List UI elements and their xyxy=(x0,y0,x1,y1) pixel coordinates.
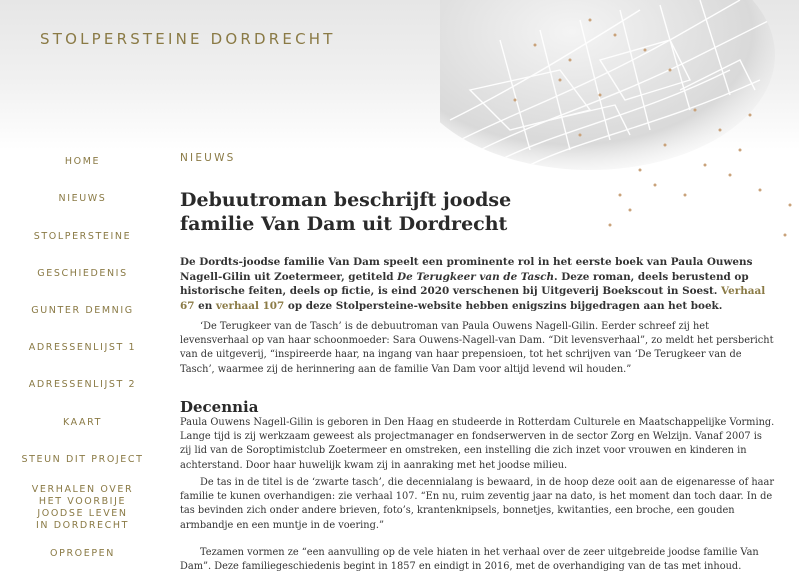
nav-gunter-demnig[interactable]: GUNTER DEMNIG xyxy=(31,305,134,316)
nav-oproepen[interactable]: OPROEPEN xyxy=(50,548,115,559)
nav-adressenlijst-2[interactable]: ADRESSENLIJST 2 xyxy=(28,379,137,390)
headline-line-1: Debuutroman beschrijft joodse xyxy=(180,189,512,211)
nav-verhalen-line-2[interactable]: HET VOORBIJE xyxy=(38,496,127,507)
paragraph-2: Paula Ouwens Nagell-Gilin is geboren in Den Haag en studeerde in Rotterdam Culturele en Maatschappelijke Vorming. Lange tijd is zij werkzaam geweest als projectmanager en fondserwerven in de sector Zorg en Welzijn. Vanaf 2007 is zij lid van de Soroptimistclub Zoetermeer en omstreken, een instelling die zich inzet voor vrouwen en kinderen in achterstand. Door haar huwelijk kwam zij in aanraking met het joodse milieu. xyxy=(180,417,775,471)
nav-geschiedenis[interactable]: GESCHIEDENIS xyxy=(37,268,128,279)
link-verhaal-67[interactable]: Verhaal 67 xyxy=(180,285,766,312)
article-intro xyxy=(180,255,776,313)
headline-line-2: familie Van Dam uit Dordrecht xyxy=(180,213,508,235)
paragraph-4: Tezamen vormen ze “een aanvulling op de vele hiaten in het verhaal over de zeer uitgebreide joodse familie Van Dam”. Deze familiegeschiedenis begint in 1857 en eindigt in 2016, met de overhandiging van de tas met inhoud. xyxy=(180,547,759,573)
paragraph-3: De tas in de titel is de ‘zwarte tasch’, die decennialang is bewaard, in de hoop deze ooit aan de eigenaresse of haar familie te kunen overhandigen: zie verhaal 107. “En nu, ruim zeventig jaar na dato, is het moment dan toch daar. In de tas bevinden zich onder andere brieven, foto’s, krantenknipsels, bonnetjes, kwitanties, een broche, een gouden armbandje en een muntje in de voering.” xyxy=(180,477,774,531)
subheading-decennia: Decennia xyxy=(180,398,259,416)
nav-verhalen-line-1[interactable]: VERHALEN OVER xyxy=(31,484,134,495)
nav-verhalen-line-3[interactable]: JOODSE LEVEN xyxy=(37,508,128,519)
intro-text-1: De Dordts-joodse familie Van Dam speelt een prominente rol in het eerste boek van Paula Ouwens Nagell-Gilin uit Zoetermeer, getiteld xyxy=(180,256,753,283)
intro-text-2: . Deze roman, deels berustend op historische feiten, deels op fictie, is eind 2020 verschenen bij Uitgeverij Boekscout in Soest. xyxy=(180,270,749,297)
site-title[interactable]: STOLPERSTEINE DORDRECHT xyxy=(40,30,336,48)
nav-adressenlijst-1[interactable]: ADRESSENLIJST 1 xyxy=(28,342,137,353)
nav-steun-dit-project[interactable]: STEUN DIT PROJECT xyxy=(21,454,144,465)
nav-home[interactable]: HOME xyxy=(64,156,101,167)
intro-text-3: en xyxy=(194,299,216,312)
book-title: De Terugkeer van de Tasch xyxy=(397,270,555,283)
link-verhaal-107[interactable]: verhaal 107 xyxy=(215,299,285,312)
nav-verhalen-line-4[interactable]: IN DORDRECHT xyxy=(35,520,130,531)
paragraph-1: ‘De Terugkeer van de Tasch’ is de debuutroman van Paula Ouwens Nagell-Gilin. Eerder schreef zij het levensverhaal op van haar schoonmoeder: Sara Ouwens-Nagell-van Dam. “Dit levensverhaal”, zo meldt het persbericht van de uitgeverij, “inspireerde haar, na ingang van haar prepensioen, tot het schrijven van ‘De Terugkeer van de Tasch’, waarmee zij de herinnering aan de familie Van Dam voor altijd levend wil houden.” xyxy=(180,321,774,375)
nav-kaart[interactable]: KAART xyxy=(62,417,103,428)
nav-stolpersteine[interactable]: STOLPERSTEINE xyxy=(33,231,132,242)
intro-text-4: op deze Stolpersteine-website hebben enigszins bijgedragen aan het boek. xyxy=(284,299,723,312)
section-label: NIEUWS xyxy=(180,152,236,164)
article-headline xyxy=(180,188,520,236)
nav-nieuws[interactable]: NIEUWS xyxy=(58,193,107,204)
